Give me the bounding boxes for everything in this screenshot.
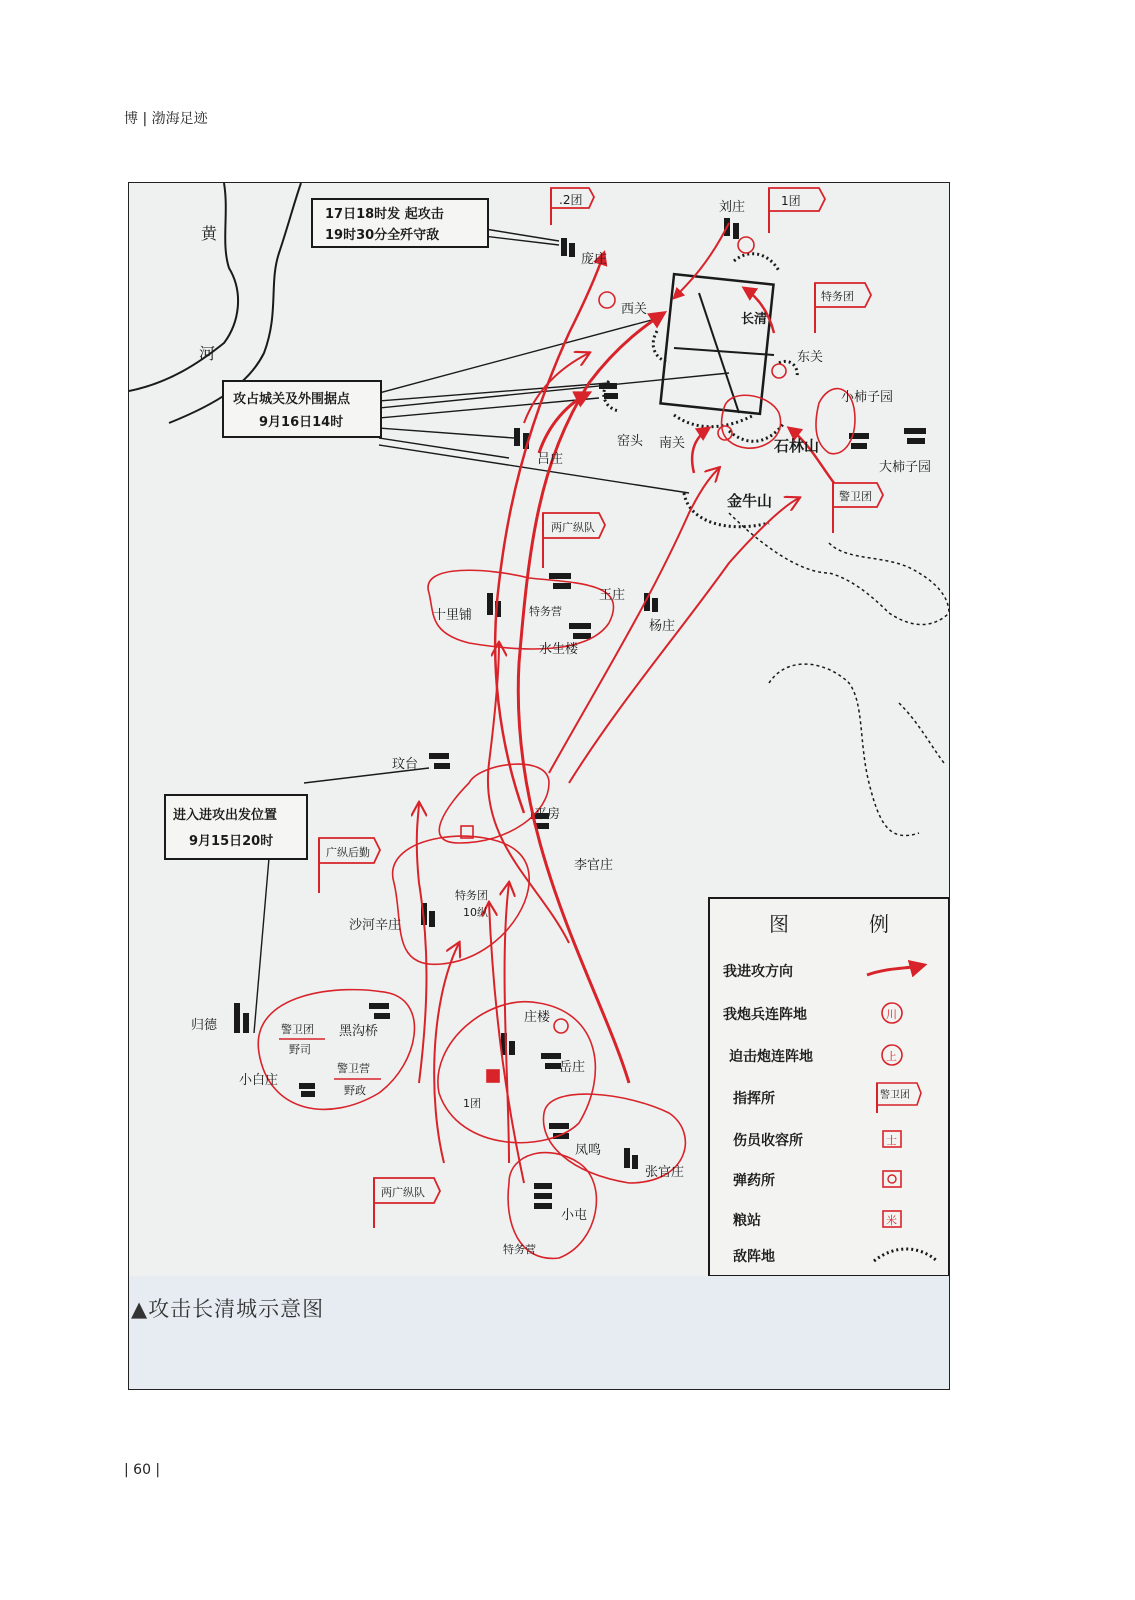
svg-text:野政: 野政	[344, 1084, 366, 1097]
attack-arrow-10	[417, 803, 427, 1083]
svg-text:17日18时发 起攻击: 17日18时发 起攻击	[325, 207, 444, 222]
flag-2tuan	[551, 188, 594, 225]
artillery-circle-icon	[599, 292, 615, 308]
river-char-1: 黄	[201, 224, 218, 243]
svg-text:9月16日14时: 9月16日14时	[259, 415, 344, 430]
page-number: | 60 |	[124, 1462, 161, 1478]
place-xiaotun: 小屯	[561, 1208, 588, 1223]
place-xiguan: 西关	[621, 302, 648, 317]
svg-text:士: 士	[886, 1134, 897, 1147]
place-dongguan: 东关	[797, 350, 824, 365]
svg-text:警卫团: 警卫团	[880, 1090, 910, 1101]
legend-label-ammo: 弹药所	[733, 1173, 775, 1189]
place-fengming: 凤鸣	[575, 1143, 602, 1158]
attack-arrow-11	[434, 943, 459, 1163]
legend-label-attack: 我进攻方向	[723, 964, 793, 980]
river-bank-1	[129, 183, 238, 391]
svg-text:特务营: 特务营	[529, 605, 562, 618]
svg-text:两广纵队: 两广纵队	[381, 1186, 425, 1199]
attack-arrow-14	[674, 223, 729, 298]
place-liuzhuang: 刘庄	[719, 200, 746, 215]
place-shilinshan: 石林山	[774, 437, 820, 455]
flag-guangzong-hq	[319, 838, 380, 893]
running-header: 博 | 渤海足迹	[124, 111, 208, 127]
place-xiaoshiziyuan: 小柿子园	[841, 390, 894, 405]
river-char-2: 河	[199, 344, 216, 363]
svg-text:特务团: 特务团	[821, 290, 854, 303]
place-xiaobaizhuang: 小白庄	[239, 1073, 279, 1088]
svg-text:两广纵队: 两广纵队	[551, 521, 595, 534]
callout-2	[223, 381, 381, 437]
place-yutai: 玟台	[392, 757, 419, 772]
legend-label-mortar: 迫击炮连阵地	[729, 1049, 813, 1065]
map-figure	[128, 182, 950, 1390]
svg-text:10纵: 10纵	[463, 906, 488, 919]
legend-label-artillery: 我炮兵连阵地	[723, 1007, 807, 1023]
svg-text:警卫营: 警卫营	[337, 1062, 370, 1075]
svg-text:米: 米	[886, 1214, 897, 1227]
place-pangzhuang: 庞庄	[581, 252, 608, 267]
place-liguanzhuang: 李官庄	[574, 858, 614, 873]
attack-arrow-8	[692, 428, 709, 473]
svg-text:1团: 1团	[463, 1097, 481, 1110]
svg-text:9月15日20时: 9月15日20时	[189, 834, 274, 849]
flag-1tuan	[769, 188, 825, 233]
place-heigouqiao: 黑沟桥	[339, 1024, 379, 1039]
callout-3	[165, 795, 307, 859]
hill-contour-1	[829, 543, 949, 613]
place-changqing: 长清	[741, 312, 768, 327]
place-shilipu: 十里铺	[433, 608, 473, 623]
place-zhuanglou: 庄楼	[524, 1010, 551, 1025]
hill-contour-4	[899, 703, 944, 763]
hill-contour-2	[729, 513, 949, 625]
legend-title-right: 例	[869, 912, 889, 936]
attack-arrow-5	[569, 498, 799, 783]
svg-text:上: 上	[886, 1050, 897, 1063]
svg-text:攻占城关及外围据点: 攻占城关及外围据点	[233, 392, 351, 407]
svg-text:特务营: 特务营	[503, 1243, 536, 1256]
attack-arrow-13	[505, 883, 509, 1163]
svg-text:广纵后勤: 广纵后勤	[326, 846, 370, 859]
place-yuezhuang: 岳庄	[559, 1060, 586, 1075]
place-dashiziyuan: 大柿子园	[879, 460, 932, 475]
mortar-circle-icon	[738, 237, 754, 253]
svg-text:警卫团: 警卫团	[281, 1023, 314, 1036]
callout-1	[312, 199, 488, 247]
place-zhangguanzhuang: 张官庄	[645, 1165, 685, 1180]
svg-text:1团: 1团	[781, 194, 801, 208]
place-nanguan: 南关	[659, 436, 686, 451]
attack-arrow-6	[539, 393, 589, 453]
legend-label-command: 指挥所	[733, 1091, 775, 1107]
place-guide: 归德	[191, 1018, 218, 1033]
flag-lianggzd-1	[543, 513, 605, 568]
svg-text:川: 川	[886, 1008, 897, 1021]
legend-label-grain: 粮站	[733, 1213, 761, 1229]
place-lvzhuang: 吕庄	[537, 452, 564, 467]
figure-caption: ▲攻击长清城示意图	[131, 1297, 325, 1321]
svg-text:野司: 野司	[289, 1043, 311, 1056]
place-shuishenglou: 水生楼	[539, 642, 579, 657]
legend-label-enemy: 敌阵地	[733, 1249, 775, 1265]
place-yaotou: 窑头	[617, 434, 644, 449]
svg-text:进入进攻出发位置: 进入进攻出发位置	[173, 808, 278, 823]
place-pingfang: 平房	[534, 807, 561, 822]
hill-contour-3	[769, 664, 919, 835]
svg-text:19时30分全歼守敌: 19时30分全歼守敌	[325, 228, 440, 243]
svg-text:.2团: .2团	[559, 193, 583, 207]
legend	[709, 898, 949, 1276]
place-wangzhuang: 王庄	[599, 588, 626, 603]
flag-jingweituan	[833, 483, 883, 533]
place-yangzhuang: 杨庄	[649, 619, 676, 634]
svg-text:特务团: 特务团	[455, 889, 488, 902]
battle-map	[129, 183, 949, 1389]
place-shahexinzhuang: 沙河辛庄	[349, 918, 402, 933]
svg-text:警卫团: 警卫团	[839, 490, 872, 503]
place-jinniushan: 金牛山	[727, 492, 773, 510]
legend-label-aid: 伤员收容所	[733, 1133, 803, 1149]
flag-lianggzd-2	[374, 1178, 440, 1228]
flag-tewutuan	[815, 283, 871, 333]
legend-title-left: 图	[769, 912, 789, 936]
grain-station-icon	[487, 1070, 499, 1082]
